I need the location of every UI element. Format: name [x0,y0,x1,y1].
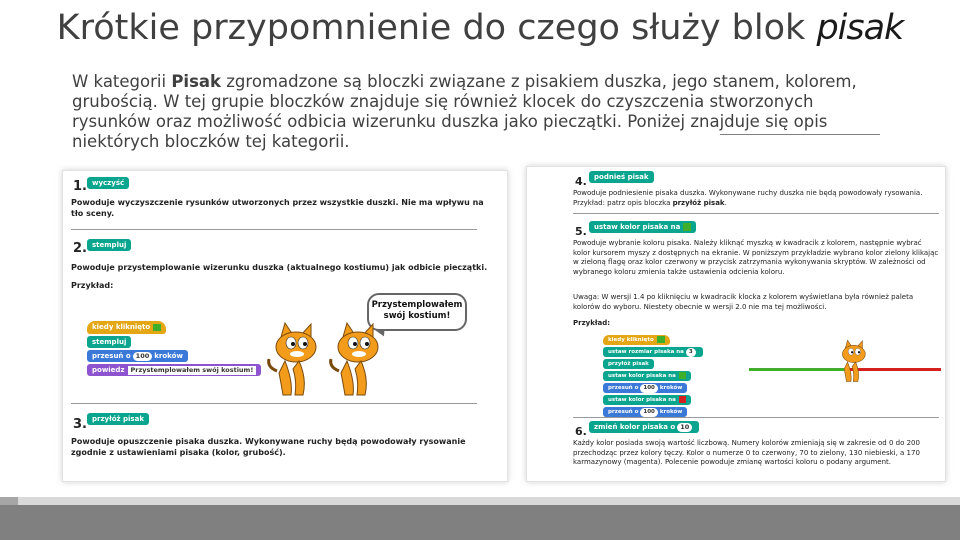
block-label: kroków [659,385,683,391]
item4-text [573,189,939,208]
item5-text: Powoduje wybranie koloru pisaka. Należy kliknąć myszką w kwadracik z kolorem, następnie wybrać kolor kursorem myszy z dostępnych na ekranie. W poniższym przykładzie wybrano kolor zielony klikając w zieloną flagę oraz kolor czerwony w przycisk zatrzymania wykonywania skryptów. W zależności od wybranego koloru zmienia także ustawienia odcienia koloru. [573,239,939,276]
item-number: 4. [575,175,587,188]
block-value: Przystemplowałem swój kostium! [128,366,257,375]
block-change-pen-color [589,421,699,433]
block-value: 3 [686,348,696,357]
block-set-pen-size [603,347,703,357]
divider [573,213,939,214]
scratch-cat-icon [263,321,333,401]
block-value: 10 [677,423,692,432]
green-flag-icon [657,336,665,343]
item1-text: Powoduje wyczyszczenie rysunków utworzonych przez wszystkie duszki. Nie ma wpływu na tło sceny. [71,198,484,218]
color-swatch [679,372,686,379]
divider [71,403,477,404]
right-document-image [526,166,946,482]
color-swatch [679,396,686,403]
intro-line1: zgromadzone są bloczki związane z pisakiem duszka, jego stanem, kolorem, [221,72,857,91]
item-number: 2. [73,241,87,256]
block-set-pen-color [603,371,691,381]
block-set-pen-color [589,221,696,233]
block-move [87,350,188,362]
divider [71,229,477,230]
slide-title [0,8,960,48]
intro-pre: W kategorii [72,72,172,91]
block-label: ustaw kolor pisaka na [608,397,676,403]
item3-text: Powoduje opuszczenie pisaka duszka. Wykonywane ruchy będą powodowały rysowanie zgodnie z ustawieniami pisaka (kolor, grubość). [71,437,466,457]
item2-text: Powoduje przystemplowanie wizerunku duszka (aktualnego kostiumu) jak odbicie pieczątki. [71,263,488,272]
block-label: ustaw rozmiar pisaka na [608,349,684,355]
intro-bold: Pisak [171,72,222,91]
divider [573,417,939,418]
block-label: powiedz [92,366,125,374]
left-document-image [62,170,508,482]
block-label: przesuń o [92,352,131,360]
item-number: 1. [73,179,87,194]
block-value: 100 [640,408,657,417]
example-label: Przykład: [71,281,114,290]
color-swatch [683,223,691,231]
bubble-line: Przystemplowałem [371,300,463,310]
block-label: przesuń o [608,409,639,415]
block-label: kroków [659,409,683,415]
block-value: 100 [133,352,153,361]
scratch-cat-icon [325,321,395,401]
footer-band [0,505,960,540]
block-label: przesuń o [608,385,639,391]
block-label: kiedy kliknięto [92,323,151,331]
bubble-line: swój kostium! [383,311,451,321]
block-say [87,364,261,376]
block-set-pen-color [603,395,691,405]
item6-text: Każdy kolor posiada swoją wartość liczbową. Numery kolorów zmieniają się w zakresie od 0 do 200 przechodząc przez kolory tęczy. Kolor o numerze 0 to czerwony, 70 to zielony, 130 niebieski, a 170 karmazynowy (magenta). Polecenie powoduje zmianę wartości koloru o podany argument. [573,439,920,466]
green-flag-icon [153,324,161,331]
block-pen-down: przyłóż pisak [87,413,149,425]
block-stamp: stempluj [87,336,131,348]
item-number: 6. [575,425,587,438]
block-when-flag-clicked [603,335,670,345]
block-label: zmień kolor pisaka o [594,423,676,431]
intro-line4: niektórych bloczków tej kategorii. [72,132,350,151]
block-move [603,407,687,417]
text-part: . [724,198,727,207]
item5-note: Uwaga: W wersji 1.4 po kliknięciu w kwadracik klocka z kolorem wyświetlana była również paleta kolorów do wyboru. Niestety obecnie w wersji 2.0 nie ma tej możliwości. [573,293,914,311]
intro-paragraph [72,72,872,152]
green-pen-line [749,368,845,371]
block-label: ustaw kolor pisaka na [594,223,681,231]
block-when-flag-clicked [87,321,166,334]
text-bold: przyłóż pisak [672,198,725,207]
divider [720,134,880,135]
scratch-cat-icon [835,339,875,385]
title-emphasis: pisak [816,8,904,48]
block-clear: wyczyść [87,177,129,189]
block-value: 100 [640,384,657,393]
block-label: kroków [154,352,183,360]
block-move [603,383,687,393]
title-main: Krótkie przypomnienie do czego służy blok [56,8,806,48]
block-pen-down: przyłóż pisak [603,359,654,369]
example-label: Przykład: [573,319,611,327]
footer-band [18,497,960,505]
text-part: Powoduje podniesienie pisaka duszka. Wykonywane ruchy duszka nie będą powodowały rysowania. Przykład: patrz opis bloczka [573,189,923,207]
block-pen-up: podnieś pisak [589,171,654,183]
block-label: ustaw kolor pisaka na [608,373,676,379]
intro-line3: rysunków oraz możliwość odbicia wizerunku duszka jako pieczątki. Poniżej znajduje się opis [72,112,828,131]
item-number: 5. [575,225,587,238]
item-number: 3. [73,417,87,432]
intro-line2: grubością. W tej grupie bloczków znajduje się również klocek do czyszczenia stworzonych [72,92,814,111]
block-stamp: stempluj [87,239,131,251]
block-label: kiedy kliknięto [608,337,654,343]
footer-band [0,497,18,505]
